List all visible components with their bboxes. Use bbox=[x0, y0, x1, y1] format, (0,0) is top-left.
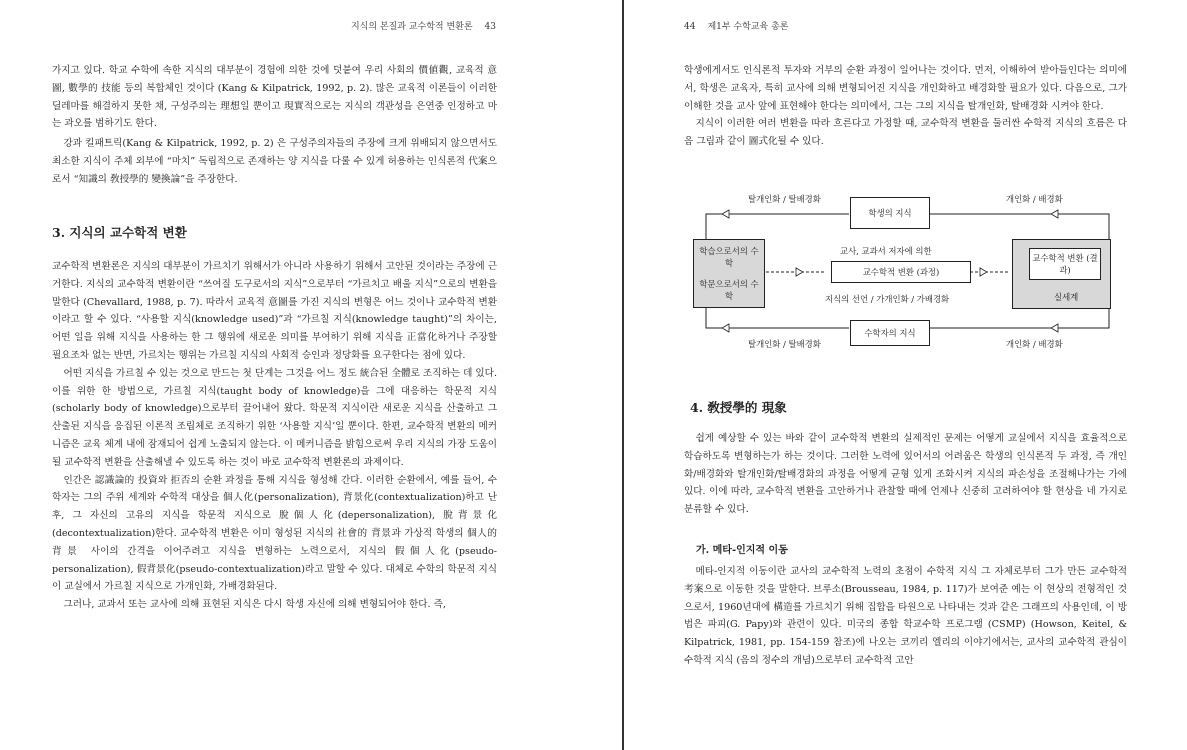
paragraph: 가지고 있다. 학교 수학에 속한 지식의 대부분이 경험에 의한 것에 덧붙여 우리 사회의 價値觀, 교육적 意圖, 數學的 技能 등의 복합체인 것이다 (Kang & Kilpatrick, 1992, p. 2). 많은 교육적 이론들이 이러한 딜레마를 해결하지 못한 채, 구성주의는 理想일 뿐이고 現實적으로는 지식의 객관성을 은연중 인정하고 마는 과오를 범하기도 한다. bbox=[52, 65, 497, 130]
section4-body bbox=[684, 430, 1127, 519]
student-knowledge-box: 학생의 지식 bbox=[850, 197, 930, 229]
arrow-head bbox=[1051, 210, 1058, 218]
arrow-head bbox=[980, 268, 987, 276]
learning-math-box: 학습으로서의 수 학 bbox=[693, 239, 765, 275]
right-page bbox=[624, 0, 1187, 750]
running-header-right bbox=[684, 19, 788, 32]
arrow-head bbox=[1051, 324, 1058, 332]
paragraph: 강과 킬패트릭(Kang & Kilpatrick, 1992, p. 2) 은 구성주의자들의 주장에 크게 위배되지 않으면서도 최소한 지식이 주체 외부에 “마치” 독립적으로 존재하는 양 지식을 다룰 수 있게 허용하는 인식론적 代案으로서 “知識의 敎授學的 變換論”을 주장한다. bbox=[52, 138, 497, 185]
mathematician-knowledge-box: 수학자의 지식 bbox=[850, 320, 930, 346]
center-below-label: 지식의 선언 / 가개인화 / 가배경화 bbox=[825, 294, 950, 304]
top-left-connector bbox=[706, 214, 849, 239]
paragraph: 학생에게서도 인식론적 투자와 거부의 순환 과정이 일어나는 것이다. 먼저, 이해하여 받아들인다는 의미에서, 학생은 교육자, 특히 교사에 의해 변형되어진 지식을 개인화하고 배경화할 필요가 있다. 다음으로, 그가 이해한 것을 교사 앞에 표현해야 한다는 의미에서, 그는 그의 지식을 탈개인화, 탈배경화 시켜야 한다. bbox=[684, 65, 1127, 112]
paragraph: 그러나, 교과서 또는 교사에 의해 표현된 지식은 다시 학생 자신에 의해 변형되어야 한다. 즉, bbox=[63, 599, 446, 611]
section3-body bbox=[52, 258, 497, 614]
real-world-label: 실세계 bbox=[1054, 292, 1079, 302]
arrow-head bbox=[722, 324, 729, 332]
paragraph: 쉽게 예상할 수 있는 바와 같이 교수학적 변환의 실제적인 문제는 어떻게 교실에서 지식을 효율적으로 학습하도록 변형하는가 하는 것이다. 그러한 노력에 있어서의 어려움은 학생의 인식론적 두 과정, 즉 개인화/배경화와 탈개인화/탈배경화의 과정을 어떻게 균형 있게 조화시켜 지식의 파손성을 조절해나가는 가에 있다. 이에 따라, 교수학적 변환을 고안하거나 관찰할 때에 언제나 신중히 고려하여야 할 현상을 네 가지로 분류할 수 있다. bbox=[684, 433, 1127, 516]
header-title: 제1부 수학교육 총론 bbox=[707, 22, 789, 32]
page-number: 44 bbox=[684, 22, 696, 32]
center-above-label: 교사, 교과서 저자에 의한 bbox=[840, 246, 932, 256]
bottom-right-connector bbox=[928, 308, 1109, 328]
section-heading: 4. 敎授學的 現象 bbox=[690, 400, 787, 415]
intro-paragraph bbox=[52, 62, 497, 133]
bottom-right-label: 개인화 / 배경화 bbox=[1006, 339, 1063, 349]
top-left-label: 탈개인화 / 탈배경화 bbox=[748, 194, 821, 204]
kang-paragraph bbox=[52, 135, 497, 188]
paragraph: 인간은 認識論的 投資와 拒否의 순환 과정을 통해 지식을 형성해 간다. 이러한 순환에서, 예를 들어, 수학자는 그의 주위 세계와 수학적 대상을 個人化(personalization), 背景化(contextualization)하고 난 후, 그 자신의 고유의 지식을 학문적 지식으로 脫個人化(depersonalization), 脫背景化(decontextualization)한다. 교수학적 변환은 이미 형성된 지식의 社會的 背景과 가상적 학생의 個人的 背景 사이의 간격을 이어주려고 지식을 변형하는 노력으로서, 지식의 假個人化(pseudo-personalization), 假背景化(pseudo-contextualization)라고 말할 수 있다. 대체로 수학의 학문적 지식이 교실에서 가르칠 지식으로 가개인화, 가배경화된다. bbox=[52, 474, 497, 593]
academic-math-box: 학문으로서의 수 학 bbox=[693, 273, 765, 308]
paragraph: 메타-인지적 이동이란 교사의 교수학적 노력의 초점이 수학적 지식 그 자체로부터 그가 만든 교수학적 考案으로 이동한 것을 말한다. 브루소(Brousseau, 1984, p. 117)가 보여준 예는 이 현상의 전형적인 것으로서, 1960년대에 構造를 가르치기 위해 집합을 타원으로 나타내는 것과 같은 그래프의 사용인데, 이 방법은 파피(G. Papy)와 관련이 있다. 미국의 종합 학교수학 프로그램 (CSMP) (Howson, Keitel, & Kilpatrick, 1981, pp. 154-159 참조)에 나오는 코끼리 엘리의 이야기에서는, 교사의 교수학적 관심이 수학적 지식 (음의 정수의 개념)으로부터 교수학적 고안 bbox=[684, 566, 1127, 666]
right-top-body bbox=[684, 62, 1127, 151]
paragraph: 교수학적 변환론은 지식의 대부분이 가르치기 위해서가 아니라 사용하기 위해서 고안된 것이라는 주장에 근거한다. 지식의 교수학적 변환이란 “쓰여질 도구로서의 지식”으로부터 “가르치고 배울 지식”으로의 변환을 말한다 (Chevallard, 1988, p. 7). 따라서 교육적 意圖를 가진 지식의 변형은 어느 것이나 교수학적 변환이라고 할 수 있다. “사용할 지식(knowledge used)”과 “가르칠 지식(knowledge taught)”의 차이는, 어떤 일을 위해 지식을 사용하는 한 그 행위에 새로운 의미를 부여하기 위해 지식을 正當化하거나 주장할 필요조차 없는 반면, 가르치는 행위는 가르칠 지식의 사회적 승인과 정당화를 요구한다는 점에 있다. bbox=[52, 261, 497, 361]
header-title: 지식의 본질과 교수학적 변환론 bbox=[350, 22, 473, 32]
paragraph: 지식이 이러한 여러 변환을 따라 흐른다고 가정할 때, 교수학적 변환을 둘러싼 수학적 지식의 흐름은 다음 그림과 같이 圖式化될 수 있다. bbox=[684, 118, 1127, 148]
top-right-label: 개인화 / 배경화 bbox=[1006, 194, 1063, 204]
section-heading: 3. 지식의 교수학적 변환 bbox=[52, 225, 187, 240]
didactic-transposition-result-box: 교수학적 변환 (결과) bbox=[1029, 248, 1101, 280]
bottom-left-label: 탈개인화 / 탈배경화 bbox=[748, 339, 821, 349]
knowledge-flow-diagram bbox=[684, 187, 1164, 357]
subsection-heading: 가. 메타-인지적 이동 bbox=[696, 545, 788, 556]
top-right-connector bbox=[928, 214, 1109, 239]
running-header-left bbox=[351, 19, 496, 32]
didactic-transposition-process-box: 교수학적 변환 (과정) bbox=[831, 261, 971, 283]
page-number: 43 bbox=[484, 22, 496, 32]
paragraph: 어떤 지식을 가르칠 수 있는 것으로 만드는 첫 단계는 그것을 어느 정도 統合된 全體로 조직하는 데 있다. 이를 위한 한 방법으로, 가르칠 지식(taught body of knowledge)을 그에 대응하는 학문적 지식(scholarly body of knowledge)으로부터 끌어내어 왔다. 학문적 지식이란 새로운 지식을 산출하고 그 산출된 지식을 응집된 이론적 조립체로 조직하기 위한 ‘사용할 지식’일 뿐이다. 한편, 교수학적 변환의 메커니즘은 교육 체계 내에 잠재되어 쉽게 노출되지 않는다. 이 메커니즘을 밝힘으로써 우리 지식의 가장 도움이 될 교수학적 변환을 산출해낼 수 있도록 하는 것이 바로 교수학적 변환론의 과제이다. bbox=[52, 367, 497, 468]
subsection-body bbox=[684, 563, 1127, 670]
arrow-head bbox=[796, 268, 803, 276]
arrow-head bbox=[722, 210, 729, 218]
